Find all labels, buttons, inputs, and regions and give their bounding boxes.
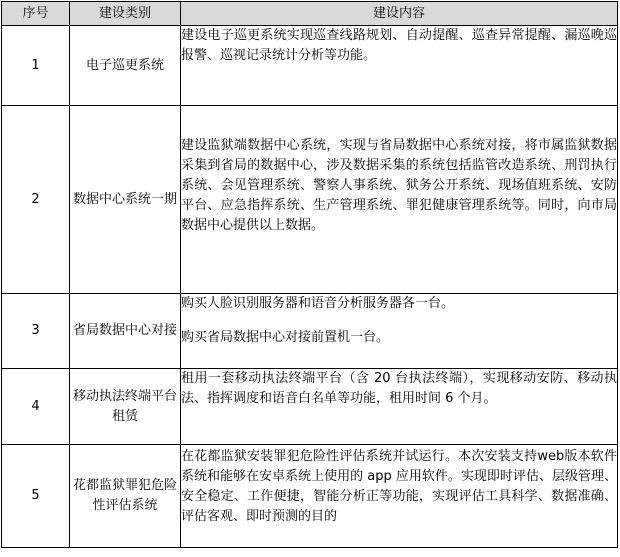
row-category: 省局数据中心对接	[70, 294, 181, 369]
row-category: 数据中心系统一期	[70, 106, 181, 294]
row-content	[181, 445, 618, 548]
table-header-row	[2, 2, 618, 26]
row-content	[181, 26, 618, 106]
row-category: 花都监狱罪犯危险性评估系统	[70, 445, 181, 548]
row-index: 5	[2, 445, 70, 548]
content-paragraph: 购买省局数据中心对接前置机一台。	[181, 330, 390, 345]
content-paragraph: 建设监狱端数据中心系统，实现与省局数据中心系统对接，将市属监狱数据采集到省局的数据中心，涉及数据采集的系统包括监管改造系统、刑罚执行系统、会见管理系统、警察人事系统、狱务公开系统、现场值班系统、安防平台、应急指挥系统、生产管理系统、罪犯健康管理系统等。同时，向市局数据中心提供以上数据。	[181, 138, 617, 233]
row-category: 电子巡更系统	[70, 26, 181, 106]
content-paragraph: 在花都监狱安装罪犯危险性评估系统并试运行。本次安装支持web版本软件系统和能够在安卓系统上使用的 app 应用软件。实现即时评估、层级管理、安全稳定、工作便捷，智能分析正等功能，实现评估工具科学、数据准确、评估客观、即时预测的目的	[181, 449, 617, 524]
table-row	[2, 294, 618, 369]
row-category: 移动执法终端平台租赁	[70, 369, 181, 445]
row-index: 2	[2, 106, 70, 294]
row-index: 3	[2, 294, 70, 369]
table-row	[2, 26, 618, 106]
row-content	[181, 106, 618, 294]
table-row	[2, 369, 618, 445]
table-row	[2, 106, 618, 294]
content-paragraph: 租用一套移动执法终端平台（含 20 台执法终端），实现移动安防、移动执法、指挥调度和语音白名单等功能，租用时间 6 个月。	[181, 371, 617, 406]
row-index: 4	[2, 369, 70, 445]
content-paragraph: 购买人脸识别服务器和语音分析服务器各一台。	[181, 296, 455, 311]
table-row	[2, 445, 618, 548]
row-index: 1	[2, 26, 70, 106]
construction-table	[1, 1, 618, 548]
header-index: 序号	[2, 2, 70, 26]
content-paragraph: 建设电子巡更系统实现巡查线路规划、自动提醒、巡查异常提醒、漏巡晚巡报警、巡视记录统计分析等功能。	[181, 28, 617, 63]
header-category: 建设类别	[70, 2, 181, 26]
header-content: 建设内容	[181, 2, 618, 26]
row-content	[181, 294, 618, 369]
row-content	[181, 369, 618, 445]
